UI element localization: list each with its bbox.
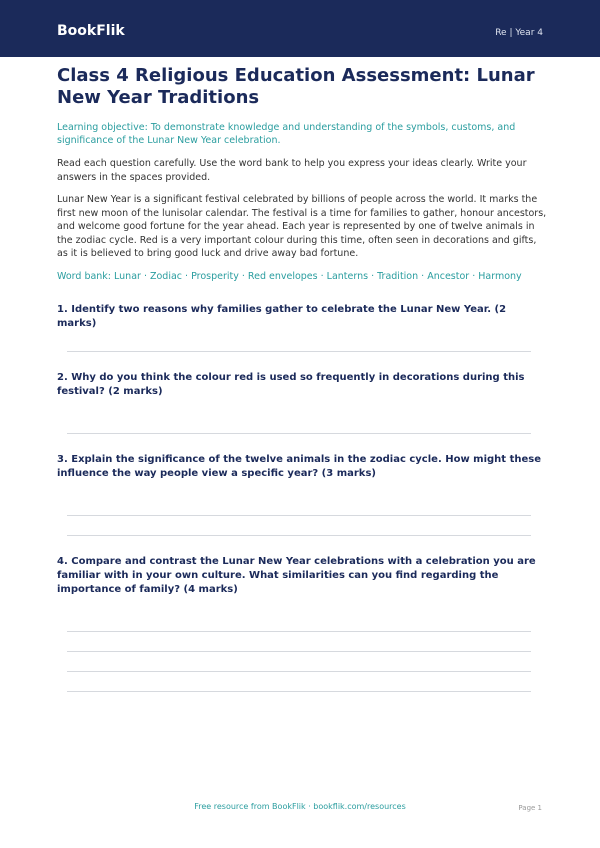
question-3: 3. Explain the significance of the twelve animals in the zodiac cycle. How might these influence the way people view a specific year? (3 marks) xyxy=(57,454,541,479)
answer-line[interactable] xyxy=(67,515,531,516)
learning-objective: Learning objective: To demonstrate knowledge and understanding of the symbols, customs, and significance of the Lunar New Year celebration. xyxy=(57,122,516,146)
answer-line[interactable] xyxy=(67,351,531,352)
question-1: 1. Identify two reasons why families gather to celebrate the Lunar New Year. (2 marks) xyxy=(57,304,507,329)
footer-resource[interactable]: Free resource from BookFlik · bookflik.com/resources xyxy=(194,802,406,811)
question-2: 2. Why do you think the colour red is used so frequently in decorations during this festival? (2 marks) xyxy=(57,372,525,397)
page-title: Class 4 Religious Education Assessment: Lunar New Year Traditions xyxy=(57,65,535,108)
instructions: Read each question carefully. Use the word bank to help you express your ideas clearly. Write your answers in the spaces provided. xyxy=(57,158,527,183)
answer-line[interactable] xyxy=(67,631,531,632)
word-bank: Word bank: Lunar · Zodiac · Prosperity · Red envelopes · Lanterns · Tradition · Ancestor · Harmony xyxy=(57,271,522,282)
brand-logo[interactable]: BookFlik xyxy=(57,23,125,39)
question-4: 4. Compare and contrast the Lunar New Year celebrations with a celebration you are familiar with in your own culture. What similarities can you find regarding the importance of family? (4 marks) xyxy=(57,556,536,595)
page-number: Page 1 xyxy=(518,804,542,812)
intro-paragraph: Lunar New Year is a significant festival celebrated by billions of people across the world. It marks the first new moon of the lunisolar calendar. The festival is a time for families to gather, honour ancestors, and welcome good fortune for the year ahead. Each year is represented by one of twelve animals in the zodiac cycle. Red is a very important colour during this time, often seen in decorations and gifts, as it is believed to bring good luck and drive away bad fortune. xyxy=(57,194,547,259)
answer-line[interactable] xyxy=(67,535,531,536)
answer-line[interactable] xyxy=(67,651,531,652)
answer-line[interactable] xyxy=(67,691,531,692)
answer-line[interactable] xyxy=(67,671,531,672)
breadcrumb: Re | Year 4 xyxy=(495,28,543,38)
answer-line[interactable] xyxy=(67,433,531,434)
header-bar xyxy=(0,0,600,57)
